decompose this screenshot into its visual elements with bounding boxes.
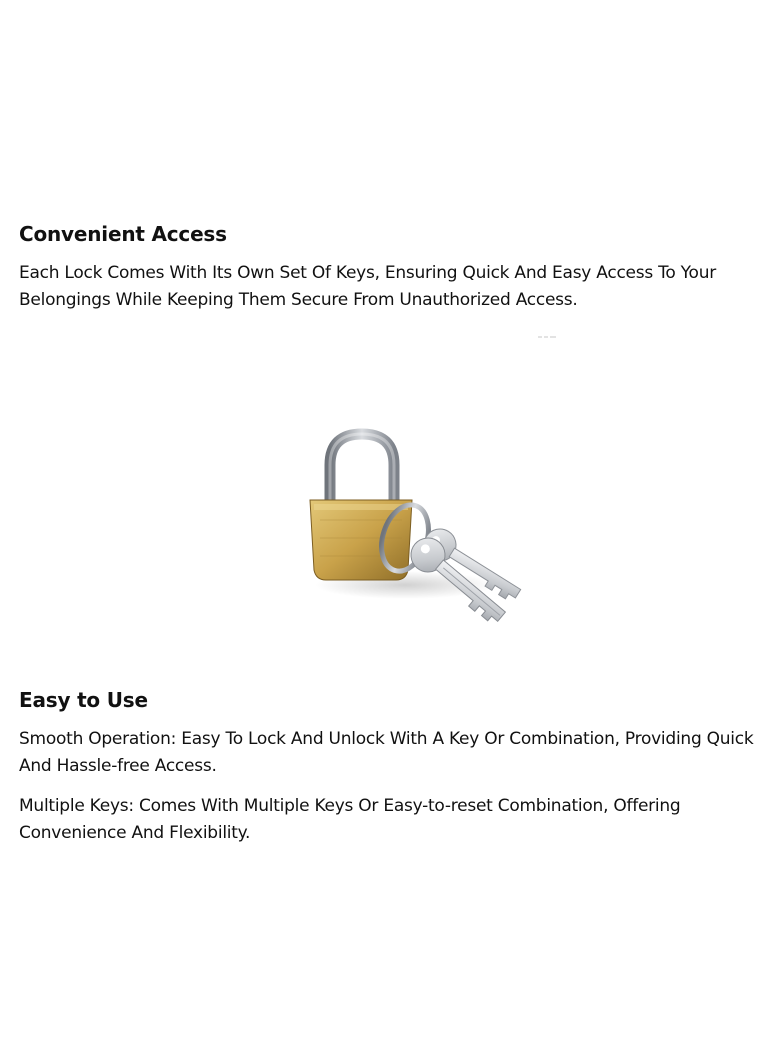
convenient-access-heading: Convenient Access [19, 222, 227, 246]
padlock-with-keys-icon [290, 420, 550, 630]
convenient-access-text: Each Lock Comes With Its Own Set Of Keys, Ensuring Quick And Easy Access To Your Belongings While Keeping Them Secure From Unauthorized Access. [19, 263, 716, 310]
easy-to-use-section [19, 686, 764, 847]
multiple-keys-text: Multiple Keys: Comes With Multiple Keys Or Easy-to-reset Combination, Offering Convenience And Flexibility. [19, 796, 681, 843]
smooth-operation-text: Smooth Operation: Easy To Lock And Unlock With A Key Or Combination, Providing Quick And Hassle-free Access. [19, 729, 754, 776]
convenient-access-section [19, 220, 764, 314]
faint-watermark [538, 334, 558, 340]
easy-to-use-heading: Easy to Use [19, 688, 148, 712]
